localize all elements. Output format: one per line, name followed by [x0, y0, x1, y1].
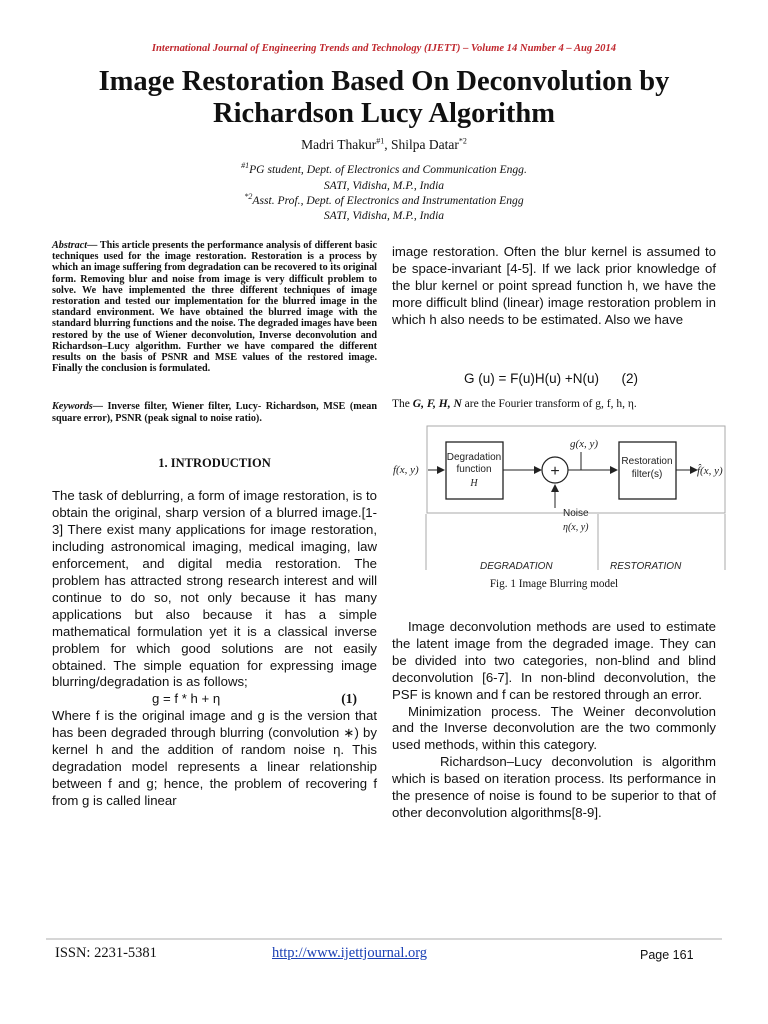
body-paragraph: Minimization process. The Weiner deconvolution and the Inverse deconvolution are the two commonly used methods, within this category. — [392, 703, 716, 753]
page-number: Page 161 — [640, 948, 694, 962]
footer-divider — [46, 938, 722, 940]
body-paragraph: The task of deblurring, a form of image restoration, is to obtain the original, sharp version of a blurred image.[1-3] There exist many applications for image restoration, including astronomical imaging, medical imaging, law enforcement, and digital media restoration. The problem has attracted strong research interest and will continue to do so, not only because it has many applications but also because it has a simple mathematical formulation yet it is a classical inverse problem for which good solutions are not easily obtained. The simple equation for expressing image blurring/degradation is as follows; — [52, 488, 377, 690]
degradation-box-label: function — [456, 464, 492, 475]
abstract: Abstract— This article presents the performance analysis of different basic techniques used for the image restoration. Restoration is a process by which an image suffering from degradation can be recovered to its original form. Removing blur and noise from image is very difficult problem to solve. We have implemented the three different techniques of image restoration and tested our implementation for the blurred image in the standard environment. We have obtained the blurred image with the standard blurring functions and the noise. The degraded images have been restored by the use of Wiener deconvolution, Inverse deconvolution and Richardson–Lucy algorithm. Further we have compared the different results on the basis of PSNR and MSE values of the restored image. Finally the conclusion is formulated. — [52, 240, 377, 375]
journal-header: International Journal of Engineering Trends and Technology (IJETT) – Volume 14 Number 4 – Aug 2014 — [151, 43, 617, 54]
figure-caption: Fig. 1 Image Blurring model — [489, 578, 619, 590]
noise-label: Noise — [563, 508, 589, 519]
body-paragraph: Image deconvolution methods are used to estimate the latent image from the degraded image. They can be divided into two categories, non-blind and blind deconvolution [6-7]. In non-blind deconvolution, the PSF is known and f can be restored through an error. — [392, 619, 716, 702]
section-heading: 1. INTRODUCTION — [158, 456, 271, 471]
left-column — [52, 240, 377, 810]
author-superscript: #1 — [376, 136, 385, 146]
gxy-label: g(x, y) — [570, 438, 599, 450]
author-list: Madri Thakur$^{\#1}$, Shilpa Datar$^{*2}$ — [301, 136, 467, 152]
fourier-note: The G, F, H, N are the Fourier transform of g, f, h, η. — [392, 397, 637, 410]
output-label: f̂(x, y) — [697, 465, 723, 477]
author-superscript: *2 — [458, 136, 467, 146]
noise-variable: η(x, y) — [563, 522, 589, 533]
affiliation-line: SATI, Vidisha, M.P., India — [323, 209, 445, 222]
adder-symbol: + — [550, 463, 560, 480]
affiliation-line: $^{*2}$Asst. Prof., Dept. of Electronics and Instrumentation Engg — [244, 192, 524, 207]
restoration-box-label: filter(s) — [631, 469, 663, 480]
input-label: f(x, y) — [393, 464, 419, 476]
right-column-body — [392, 619, 716, 822]
body-paragraph: Richardson–Lucy deconvolution is algorithm which is based on iteration process. Its performance in the presence of noise is found to be superior to that of other deconvolution algorithms[8-9]. — [392, 754, 716, 820]
body-paragraph: image restoration. Often the blur kernel is assumed to be space-invariant [4-5]. If we lack prior knowledge of the blur kernel or point spread function h, we have the more difficult blind (linear) image restoration problem in which h also needs to be estimated. Also we have — [392, 244, 716, 327]
degradation-box-label: Degradation — [446, 452, 502, 463]
equation-2: G (u) = F(u)H(u) +N(u) (2) — [464, 370, 639, 386]
author-name: Shilpa Datar — [391, 137, 459, 152]
restoration-section-label: RESTORATION — [610, 561, 682, 572]
blurring-model-diagram — [380, 424, 726, 574]
degradation-box-label: H — [470, 478, 478, 489]
equation-1: g = f * h + η (1) — [152, 691, 357, 707]
paper-title: Image Restoration Based On Deconvolution by Richardson Lucy Algorithm — [98, 66, 670, 129]
degradation-section-label: DEGRADATION — [480, 561, 553, 572]
affiliation-line: SATI, Vidisha, M.P., India — [323, 179, 445, 192]
right-column — [392, 244, 716, 410]
journal-url-link[interactable]: http://www.ijettjournal.org — [272, 945, 428, 961]
restoration-box-label: Restoration — [621, 456, 673, 467]
footer-issn: ISSN: 2231-5381 — [55, 945, 157, 961]
keywords: Keywords— Inverse filter, Wiener filter, Lucy- Richardson, MSE (mean square error), PSNR (peak signal to noise ratio). — [52, 401, 377, 424]
author-name: Madri Thakur — [301, 137, 377, 152]
affiliation-line: $^{\#1}$PG student, Dept. of Electronics and Communication Engg. — [241, 161, 527, 176]
body-paragraph: Where f is the original image and g is the version that has been degraded through blurring (convolution ∗) by kernel h and the addition of random noise η. This degradation model represents a linear relationship between f and g; hence, the problem of recovering f from g is called linear — [52, 708, 377, 808]
